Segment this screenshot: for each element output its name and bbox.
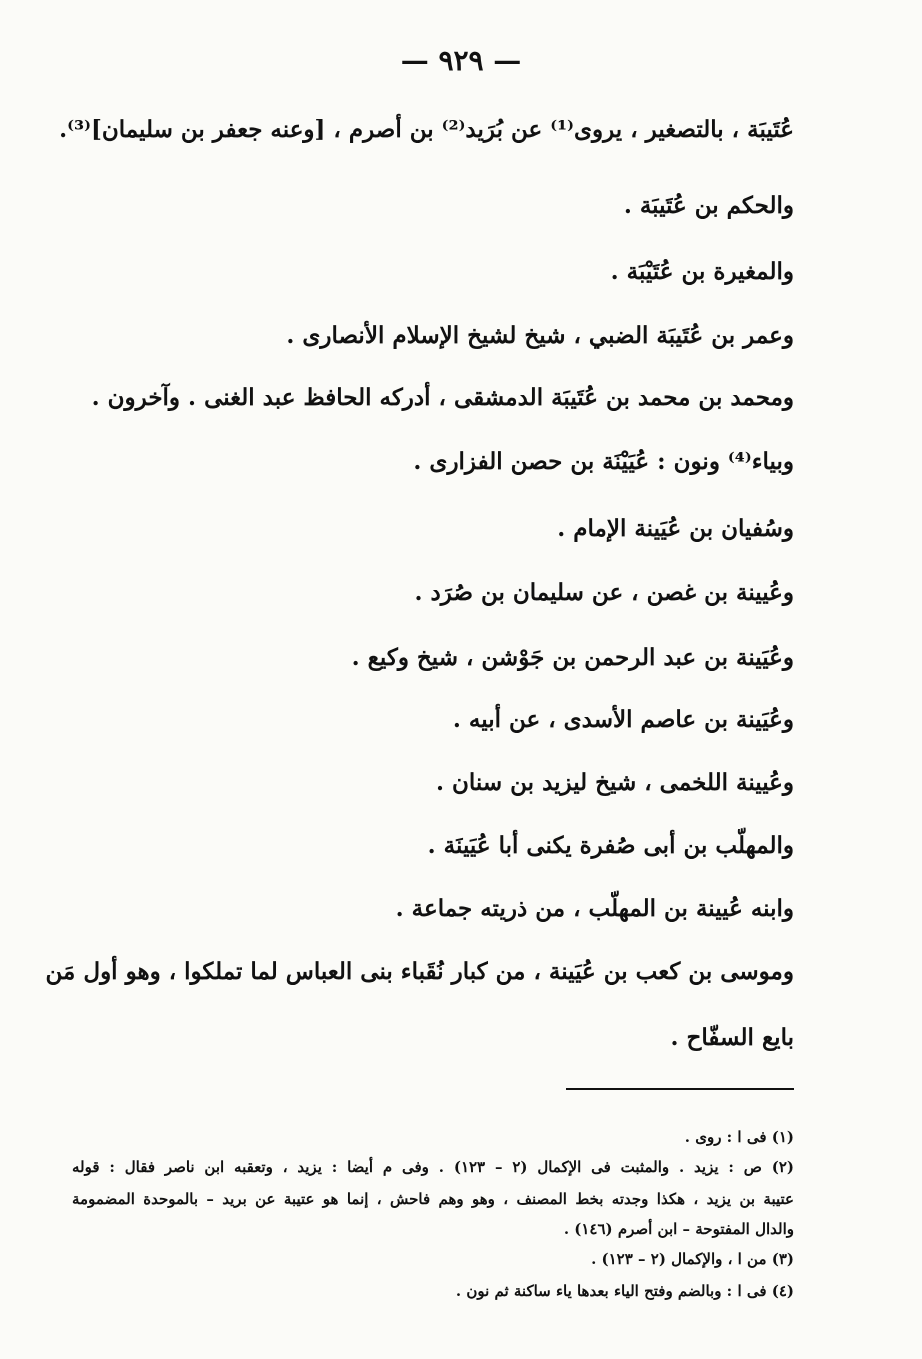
body-line: ومحمد بن محمد بن عُتَيبَة الدمشقى ، أدركه الحافظ عبد الغنى . وآخرون . [91,384,794,411]
footnote-line: (٤) فى ا : وبالضم وفتح الياء بعدها ياء ساكنة ثم نون . [455,1282,794,1300]
body-line: والحكم بن عُتَيبَة . [623,192,794,219]
body-line: وعُيينة اللخمى ، شيخ ليزيد بن سنان . [436,769,794,796]
body-line: وموسى بن كعب بن عُيَينة ، من كبار نُقَباء بنى العباس لما تملكوا ، وهو أول مَن [45,958,794,985]
body-line: وبياء⁽⁴⁾ ونون : عُيَيْنَة بن حصن الفزارى . [413,448,794,475]
body-line: عُتَيبَة ، بالتصغير ، يروى⁽¹⁾ عن بُرَيد⁽²⁾ بن أصرم ، [وعنه جعفر بن سليمان]⁽³⁾. [59,116,794,143]
body-line: بايع السفّاح . [670,1024,794,1051]
body-line: والمهلّب بن أبى صُفرة يكنى أبا عُيَينَة . [427,832,794,859]
footnote-line: والدال المفتوحة – ابن أصرم (١٤٦) . [563,1220,794,1238]
body-line: وعُيينة بن غصن ، عن سليمان بن صُرَد . [414,579,794,606]
footnote-line: (٢) ص : يزيد . والمثبت فى الإكمال (٢ – ١٢٣) . وفى م أيضا : يزيد ، وتعقبه ابن ناصر فقال : قوله [72,1158,795,1176]
footnote-line: (١) فى ا : روى . [684,1128,794,1146]
body-line: وعمر بن عُتَيبَة الضبي ، شيخ لشيخ الإسلام الأنصارى . [286,322,794,349]
body-line: وسُفيان بن عُيَينة الإمام . [557,515,794,542]
page-number: — ٩٢٩ — [400,44,522,77]
body-line: وعُيَينة بن عاصم الأسدى ، عن أبيه . [452,706,794,733]
footnote-separator [566,1088,794,1090]
footnote-line: عتيبة بن يزيد ، هكذا وجدته بخط المصنف ، وهو وهم فاحش ، إنما هو عتيبة عن بريد – بالموحدة المضمومة [72,1190,794,1208]
footnote-line: (٣) من ا ، والإكمال (٢ – ١٢٣) . [591,1250,794,1268]
body-line: وعُيَينة بن عبد الرحمن بن جَوْشن ، شيخ وكيع . [351,644,794,671]
body-line: والمغيرة بن عُتَيْبَة . [610,258,794,285]
body-line: وابنه عُيينة بن المهلّب ، من ذريته جماعة . [395,895,794,922]
